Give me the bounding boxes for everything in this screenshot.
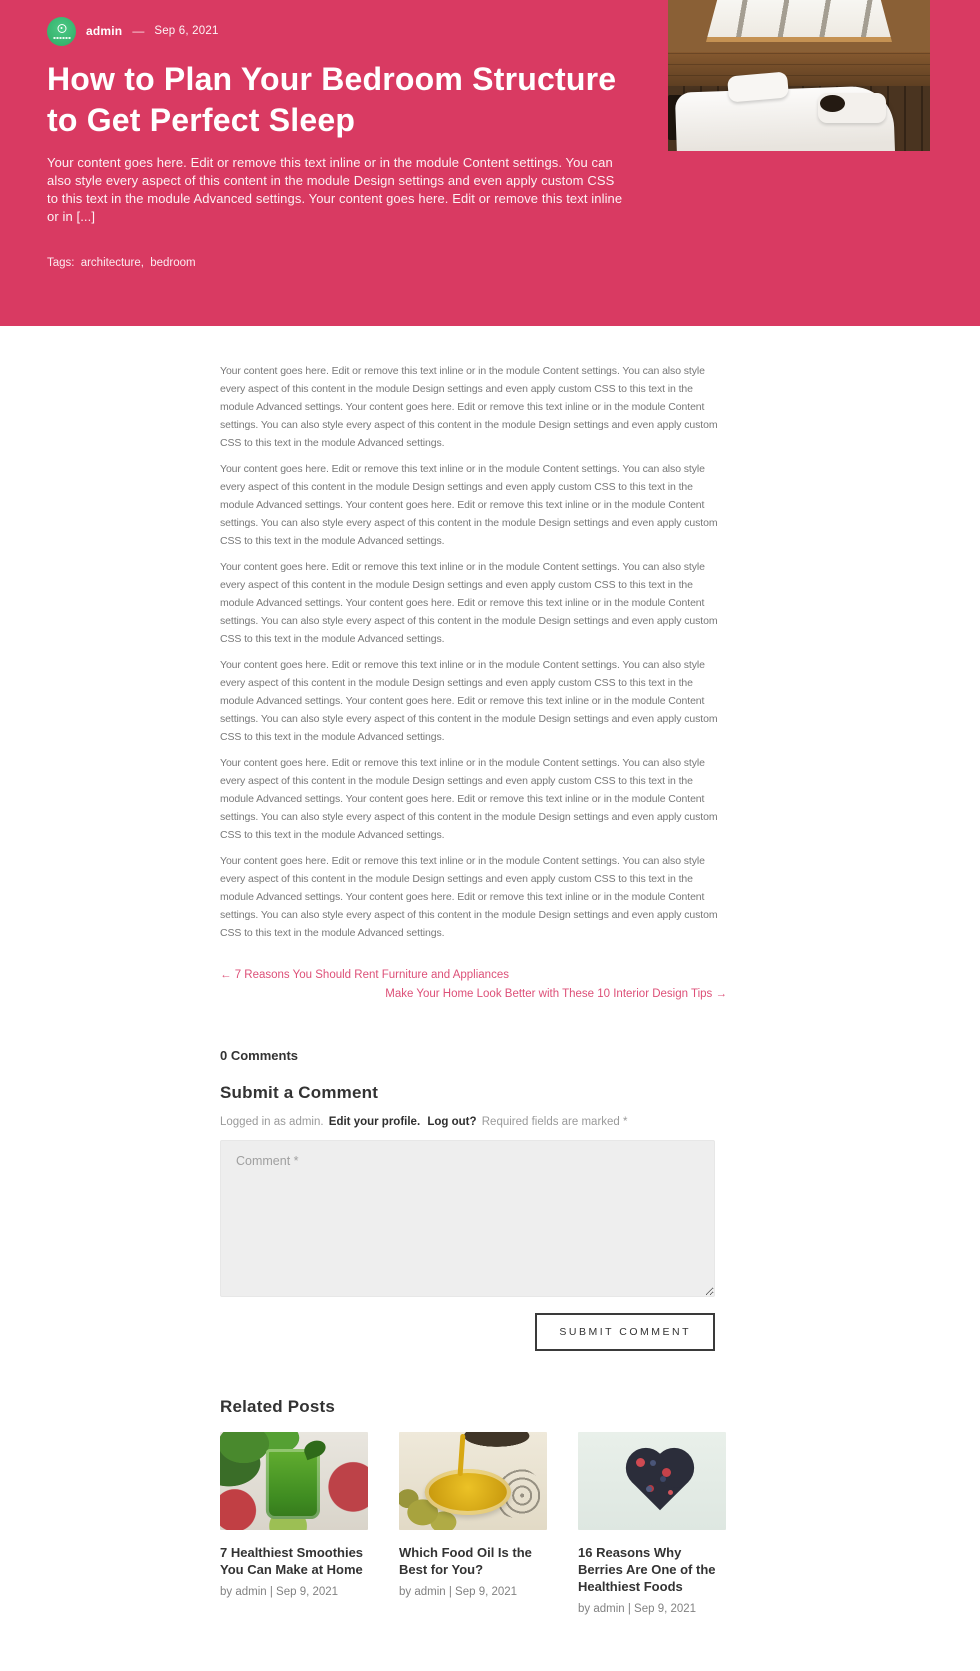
body-paragraph: Your content goes here. Edit or remove this text inline or in the module Content settings. You can also style every aspect of this content in the module Design settings and even apply custom CSS to this text in the module Advanced settings. Your content goes here. Edit or remove this text inline or in the module Content settings. You can also style every aspect of this content in the module Design settings and even apply custom CSS to this text in the module Advanced settings. <box>220 561 718 645</box>
related-post-title <box>399 1544 547 1578</box>
logout-link[interactable]: Log out? <box>427 1116 477 1128</box>
post-title: How to Plan Your Bedroom Structure to Get Perfect Sleep <box>47 61 617 138</box>
related-post-thumbnail-berries[interactable] <box>578 1432 726 1530</box>
related-post-title-link[interactable]: Which Food Oil Is the Best for You? <box>399 1545 532 1577</box>
post-navigation <box>220 966 727 1004</box>
logged-in-note <box>220 1116 727 1128</box>
tag-link-bedroom[interactable]: bedroom <box>150 257 196 269</box>
related-post-thumbnail-smoothie[interactable] <box>220 1432 368 1530</box>
related-post-thumbnail-oil[interactable] <box>399 1432 547 1530</box>
meta-separator: — <box>132 24 145 38</box>
post-tags <box>47 257 980 269</box>
related-post-title <box>578 1544 726 1595</box>
related-post-card <box>399 1432 547 1615</box>
avatar-logo-icon <box>57 24 66 33</box>
next-post-link[interactable]: Make Your Home Look Better with These 10 Interior Design Tips → <box>385 988 727 1000</box>
body-paragraph: Your content goes here. Edit or remove this text inline or in the module Content settings. You can also style every aspect of this content in the module Design settings and even apply custom CSS to this text in the module Advanced settings. Your content goes here. Edit or remove this text inline or in the module Content settings. You can also style every aspect of this content in the module Design settings and even apply custom CSS to this text in the module Advanced settings. <box>220 659 718 743</box>
body-paragraph: Your content goes here. Edit or remove this text inline or in the module Content settings. You can also style every aspect of this content in the module Design settings and even apply custom CSS to this text in the module Advanced settings. Your content goes here. Edit or remove this text inline or in the module Content settings. You can also style every aspect of this content in the module Design settings and even apply custom CSS to this text in the module Advanced settings. <box>220 463 718 547</box>
related-post-title-link[interactable]: 7 Healthiest Smoothies You Can Make at Home <box>220 1545 364 1577</box>
body-paragraph: Your content goes here. Edit or remove this text inline or in the module Content settings. You can also style every aspect of this content in the module Design settings and even apply custom CSS to this text in the module Advanced settings. Your content goes here. Edit or remove this text inline or in the module Content settings. You can also style every aspect of this content in the module Design settings and even apply custom CSS to this text in the module Advanced settings. <box>220 365 718 449</box>
tags-prefix: Tags: <box>47 257 75 269</box>
related-post-title <box>220 1544 368 1578</box>
comments-count: 0 Comments <box>220 1048 299 1063</box>
avatar-logo-caption <box>53 37 70 39</box>
submit-comment-button[interactable]: SUBMIT COMMENT <box>535 1313 715 1351</box>
post-meta-row <box>47 16 980 46</box>
tag-link-architecture[interactable]: architecture, <box>80 257 144 269</box>
related-posts-grid <box>220 1432 727 1615</box>
post-content <box>220 326 727 1671</box>
logged-in-prefix: Logged in as admin. <box>220 1116 324 1128</box>
required-fields-note: Required fields are marked * <box>481 1116 628 1128</box>
edit-profile-link[interactable]: Edit your profile. <box>328 1116 421 1128</box>
related-post-title-link[interactable]: 16 Reasons Why Berries Are One of the Healthiest Foods <box>578 1545 716 1594</box>
smoothie-glass-shape <box>266 1449 320 1519</box>
oil-bowl-shape <box>425 1469 511 1515</box>
author-avatar[interactable] <box>47 17 76 46</box>
related-post-card <box>220 1432 368 1615</box>
post-date: Sep 6, 2021 <box>154 25 219 37</box>
related-post-meta: by admin | Sep 9, 2021 <box>399 1586 518 1598</box>
related-post-card <box>578 1432 726 1615</box>
body-paragraph: Your content goes here. Edit or remove this text inline or in the module Content settings. You can also style every aspect of this content in the module Design settings and even apply custom CSS to this text in the module Advanced settings. Your content goes here. Edit or remove this text inline or in the module Content settings. You can also style every aspect of this content in the module Design settings and even apply custom CSS to this text in the module Advanced settings. <box>220 757 718 841</box>
post-hero-banner <box>0 0 980 326</box>
post-excerpt: Your content goes here. Edit or remove this text inline or in the module Content settings. You can also style every aspect of this content in the module Design settings and even apply custom CSS to this text in the module Advanced settings. Your content goes here. Edit or remove this text inline or in [...] <box>47 155 623 224</box>
previous-post-link[interactable]: ← 7 Reasons You Should Rent Furniture and Appliances <box>220 969 509 981</box>
comment-form-title: Submit a Comment <box>220 1083 379 1102</box>
body-paragraph: Your content goes here. Edit or remove this text inline or in the module Content settings. You can also style every aspect of this content in the module Design settings and even apply custom CSS to this text in the module Advanced settings. Your content goes here. Edit or remove this text inline or in the module Content settings. You can also style every aspect of this content in the module Design settings and even apply custom CSS to this text in the module Advanced settings. <box>220 855 718 939</box>
related-posts-title: Related Posts <box>220 1397 336 1416</box>
related-post-meta: by admin | Sep 9, 2021 <box>220 1586 339 1598</box>
author-link[interactable]: admin <box>86 24 123 38</box>
related-post-meta: by admin | Sep 9, 2021 <box>578 1603 697 1615</box>
comment-textarea[interactable] <box>220 1140 715 1297</box>
berries-shape <box>636 1458 645 1467</box>
submit-row <box>220 1313 715 1351</box>
